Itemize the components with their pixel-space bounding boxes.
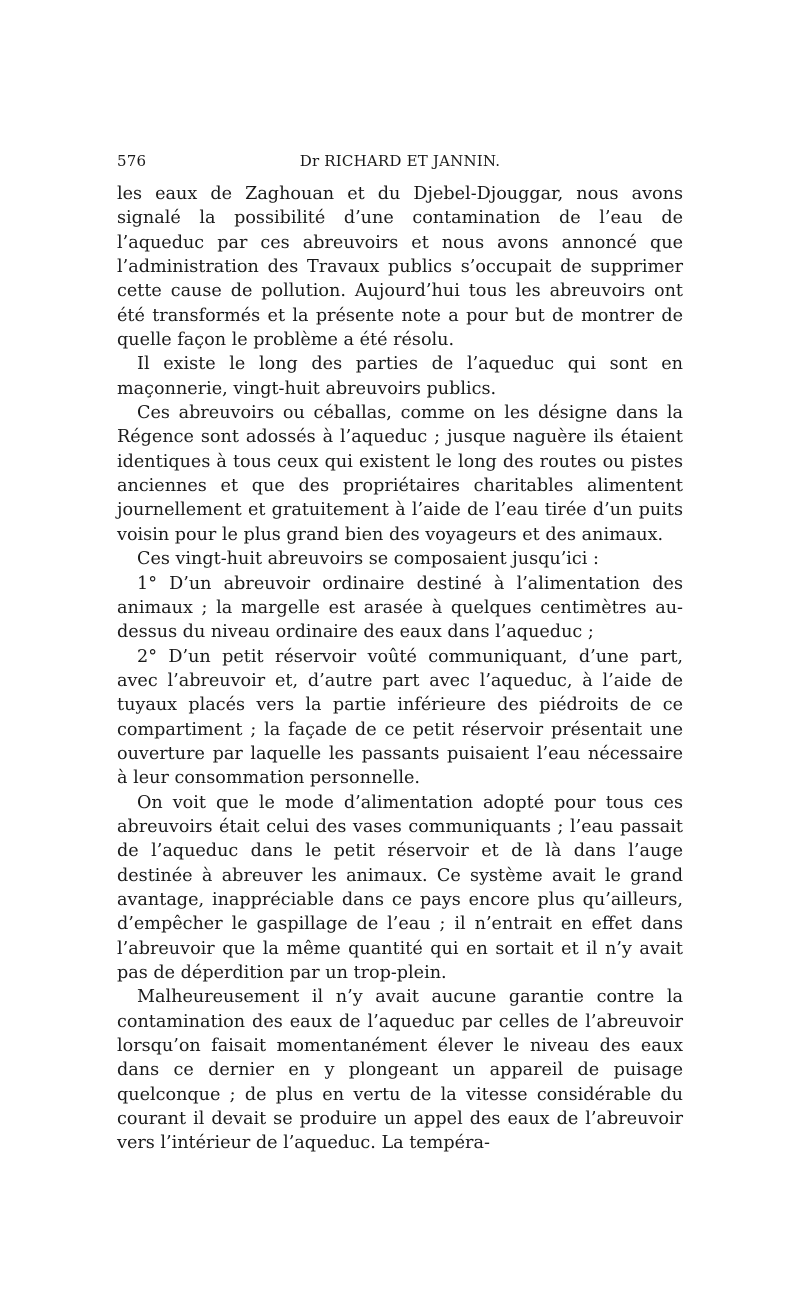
paragraph-8: Malheureusement il n’y avait aucune garantie contre la contamination des eaux de l’aqueduc par celles de l’abreuvoir lorsqu’on faisait momentanément élever le niveau des eaux dans ce dernier en y plongeant un appareil de puisage quelconque ; de plus en vertu de la vitesse considérable du courant il devait se produire un appel des eaux de l’abreuvoir vers l’intérieur de l’aqueduc. La tempéra- xyxy=(117,987,683,1154)
running-head xyxy=(117,150,683,176)
running-title: Dr RICHARD ET JANNIN. xyxy=(299,152,501,170)
paragraph-4: Ces vingt-huit abreuvoirs se composaient jusqu’ici : xyxy=(137,549,599,570)
book-page xyxy=(117,150,683,1156)
paragraph-6: 2° D’un petit réservoir voûté communiquant, d’une part, avec l’abreuvoir et, d’autre part avec l’aqueduc, à l’aide de tuyaux placés vers la partie inférieure des piédroits de ce compartiment ; la façade de ce petit réservoir présentait une ouverture par laquelle les passants puisaient l’eau nécessaire à leur consommation personnelle. xyxy=(117,646,683,789)
paragraph-7: On voit que le mode d’alimentation adopté pour tous ces abreuvoirs était celui des vases communiquants ; l’eau passait de l’aqueduc dans le petit réservoir et de là dans l’auge destinée à abreuver les animaux. Ce système avait le grand avantage, inappréciable dans ce pays encore plus qu’ailleurs, d’empêcher le gaspillage de l’eau ; il n’entrait en effet dans l’abreuvoir que la même quantité qui en sortait et il n’y avait pas de déperdition par un trop-plein. xyxy=(117,792,683,983)
paragraph-5: 1° D’un abreuvoir ordinaire destiné à l’alimentation des animaux ; la margelle est arasée à quelques centimètres au-dessus du niveau ordinaire des eaux dans l’aqueduc ; xyxy=(117,573,683,643)
page-number: 576 xyxy=(117,152,147,170)
paragraph-1: les eaux de Zaghouan et du Djebel-Djouggar, nous avons signalé la possibilité d’une contamination de l’eau de l’aqueduc par ces abreuvoirs et nous avons annoncé que l’administration des Travaux publics s’occupait de supprimer cette cause de pollution. Aujourd’hui tous les abreuvoirs ont été transformés et la présente note a pour but de montrer de quelle façon le problème a été résolu. xyxy=(117,184,683,351)
paragraph-2: Il existe le long des parties de l’aqueduc qui sont en maçonnerie, vingt-huit abreuvoirs publics. xyxy=(117,354,683,399)
body-text xyxy=(117,182,683,1156)
paragraph-3: Ces abreuvoirs ou céballas, comme on les désigne dans la Régence sont adossés à l’aqueduc ; jusque naguère ils étaient identiques à tous ceux qui existent le long des routes ou pistes anciennes et que des propriétaires charitables alimentent journellement et gratuitement à l’aide de l’eau tirée d’un puits voisin pour le plus grand bien des voyageurs et des animaux. xyxy=(117,403,683,545)
